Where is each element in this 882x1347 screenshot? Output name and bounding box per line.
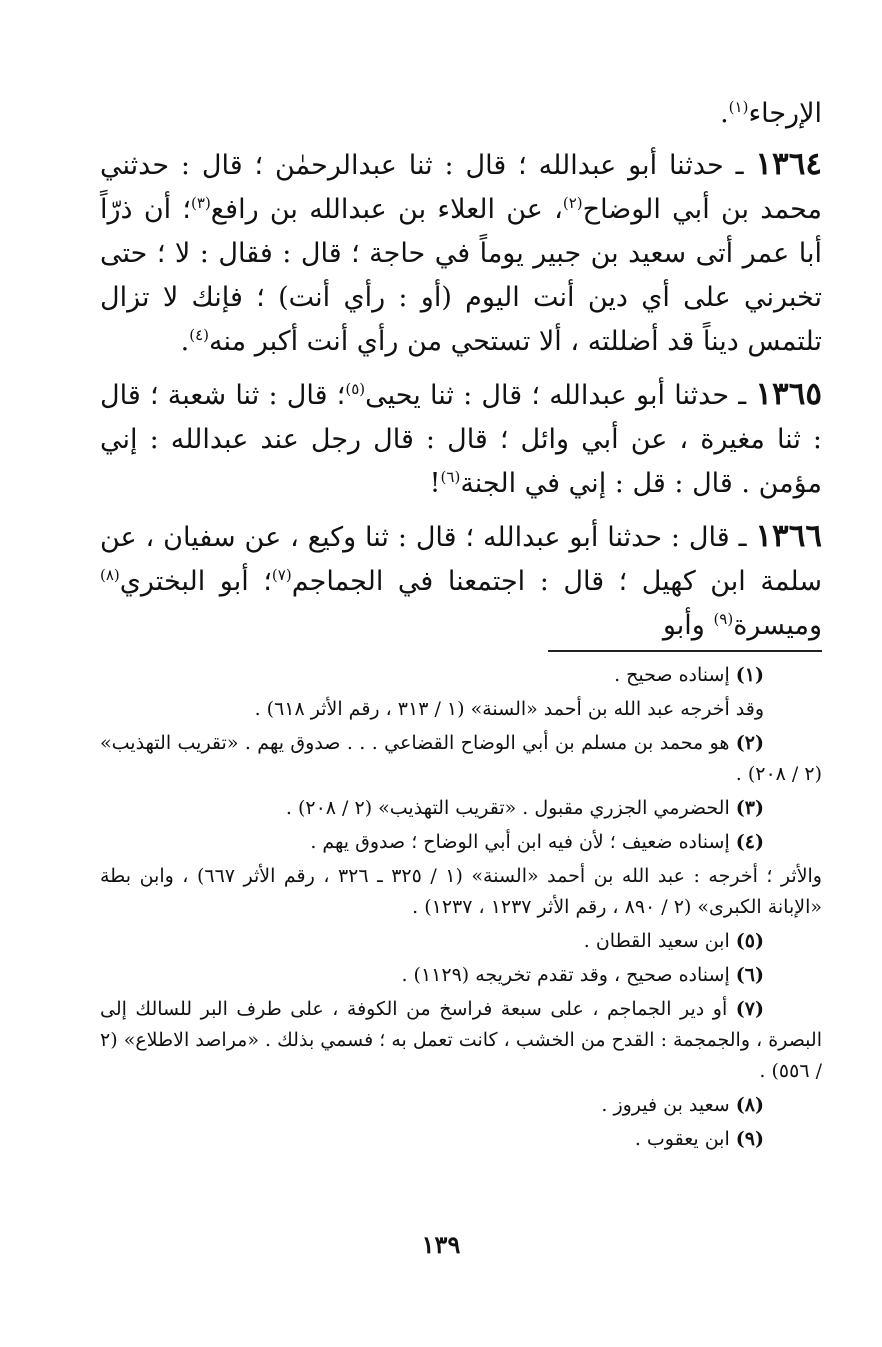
footnote-text: هو محمد بن مسلم بن أبي الوضاح القضاعي . . . صدوق يهم . «تقريب التهذيب» (٢ / ٢٠٨) . xyxy=(100,732,822,785)
footnote-number: (٥) xyxy=(735,930,764,952)
footnote-9 xyxy=(100,1124,822,1155)
footnote-8 xyxy=(100,1090,822,1121)
footnote-2 xyxy=(100,728,822,790)
hadith-text: وأبو xyxy=(662,610,714,641)
footnote-marker: (٢) xyxy=(562,194,583,212)
paragraph-end: . xyxy=(720,98,729,129)
footnote-text: والأثر ؛ أخرجه : عبد الله بن أحمد «السنة» (١ / ٣٢٥ ـ ٣٢٦ ، رقم الأثر ٦٦٧) ، وابن بطة «الإبانة الكبرى» (٢ / ٨٩٠ ، رقم الأثر ١٢٣٧ ، ١٢٣٧) . xyxy=(100,865,822,918)
hadith-end: . xyxy=(180,326,190,357)
footnote-text: إسناده صحيح . xyxy=(614,664,736,686)
hadith-1364 xyxy=(100,142,822,364)
footnote-7 xyxy=(100,994,822,1087)
main-text xyxy=(100,92,822,656)
hadith-text: ـ قال : حدثنا أبو عبدالله ؛ قال : ثنا وكيع ، عن سفيان ، عن سلمة ابن كهيل ؛ قال : اجتمعنا في الجماجم xyxy=(100,522,822,597)
hadith-text: وميسرة xyxy=(733,610,822,641)
footnote-4 xyxy=(100,827,822,858)
footnote-text: سعيد بن فيروز . xyxy=(601,1094,736,1116)
footnote-marker: (٣) xyxy=(191,194,211,212)
hadith-1366 xyxy=(100,514,822,648)
footnote-marker: (٨) xyxy=(100,566,120,584)
footnote-marker: (٥) xyxy=(345,380,366,398)
footnote-number: (٩) xyxy=(735,1128,764,1150)
footnote-1 xyxy=(100,660,822,691)
footnote-marker: (٩) xyxy=(713,610,734,628)
hadith-number: ١٣٦٦ xyxy=(755,518,822,554)
hadith-1365 xyxy=(100,372,822,506)
footnote-marker: (١) xyxy=(728,98,749,116)
footnote-marker: (٤) xyxy=(189,326,210,344)
footnote-number: (٧) xyxy=(735,998,764,1020)
footnote-text: أو دير الجماجم ، على سبعة فراسخ من الكوفة ، على طرف البر للسالك إلى البصرة ، والجمجمة : القدح من الخشب ، كانت تعمل به ؛ فسمي بذلك . «مراصد الاطلاع» (٢ / ٥٥٦) . xyxy=(100,998,822,1082)
hadith-number: ١٣٦٤ xyxy=(755,146,822,182)
hadith-text: ؛ أن ذرّاً أبا عمر أتى سعيد بن جبير يوماً في حاجة ؛ قال : فقال : لا ؛ حتى تخبرني على أي دين أنت اليوم (أو : رأي أنت) ؛ فإنك لا تزال تلتمس ديناً قد أضللته ، ألا تستحي من رأي أنت أكبر منه xyxy=(100,194,822,357)
footnote-divider xyxy=(548,650,822,652)
page-number: ١٣٩ xyxy=(421,1230,461,1259)
footnote-6 xyxy=(100,960,822,991)
footnotes xyxy=(100,660,822,1158)
footnote-4-continued xyxy=(100,861,822,923)
hadith-text: ؛ قال : ثنا شعبة ؛ قال : ثنا مغيرة ، عن أبي وائل ؛ قال : قال رجل عند عبدالله : إني مؤمن . قال : قل : إني في الجنة xyxy=(100,380,822,499)
hadith-end: ! xyxy=(429,468,441,499)
footnote-5 xyxy=(100,926,822,957)
footnote-number: (٣) xyxy=(735,797,764,819)
footnote-number: (٦) xyxy=(735,964,764,986)
footnote-text: إسناده صحيح ، وقد تقدم تخريجه (١١٢٩) . xyxy=(401,964,736,986)
footnote-text: الحضرمي الجزري مقبول . «تقريب التهذيب» (٢ / ٢٠٨) . xyxy=(285,797,736,819)
footnote-marker: (٧) xyxy=(271,566,292,584)
hadith-text: ؛ أبو البختري xyxy=(119,566,272,597)
footnote-text: إسناده ضعيف ؛ لأن فيه ابن أبي الوضاح ؛ صدوق يهم . xyxy=(310,831,736,853)
paragraph-text: الإرجاء xyxy=(748,98,822,129)
footnote-1-continued xyxy=(100,694,822,725)
hadith-text: ـ حدثنا أبو عبدالله ؛ قال : ثنا عبدالرحمٰن ؛ قال : حدثني محمد بن أبي الوضاح xyxy=(100,150,822,225)
footnote-text: وقد أخرجه عبد الله بن أحمد «السنة» (١ / ٣١٣ ، رقم الأثر ٦١٨) . xyxy=(254,698,764,720)
footnote-number: (٤) xyxy=(735,831,764,853)
footnote-number: (٢) xyxy=(735,732,764,754)
hadith-text: ، عن العلاء بن عبدالله بن رافع xyxy=(210,194,563,225)
footnote-number: (١) xyxy=(735,664,764,686)
footnote-text: ابن يعقوب . xyxy=(634,1128,736,1150)
footnote-text: ابن سعيد القطان . xyxy=(583,930,736,952)
hadith-number: ١٣٦٥ xyxy=(755,376,823,412)
footnote-marker: (٦) xyxy=(440,468,461,486)
footnote-3 xyxy=(100,793,822,824)
footnote-number: (٨) xyxy=(735,1094,764,1116)
hadith-text: ـ حدثنا أبو عبدالله ؛ قال : ثنا يحيى xyxy=(365,380,756,411)
paragraph-continuation xyxy=(100,92,822,136)
